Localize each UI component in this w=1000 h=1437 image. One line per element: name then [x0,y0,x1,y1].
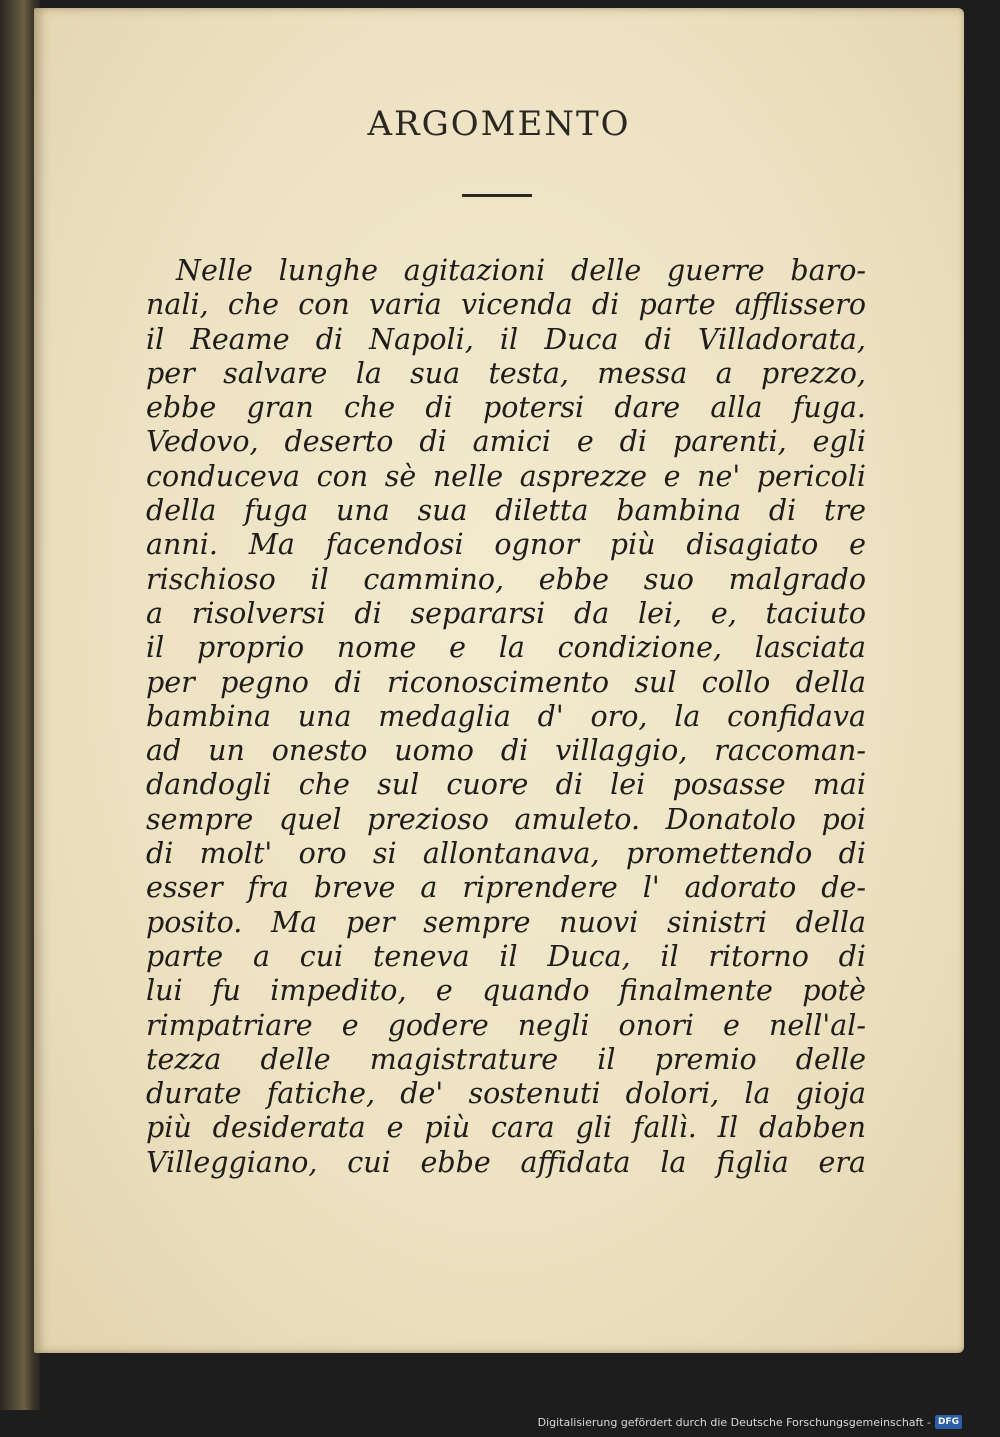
text-line: conduceva con sè nelle asprezze e ne' pericoli [146,459,866,493]
text-line: Vedovo, deserto di amici e di parenti, egli [146,425,866,459]
text-line: parte a cui teneva il Duca, il ritorno di [146,939,866,973]
text-line: della fuga una sua diletta bambina di tre [146,494,866,528]
text-line: rischioso il cammino, ebbe suo malgrado [146,562,866,596]
text-line: per pegno di riconoscimento sul collo della [146,665,866,699]
text-line: per salvare la sua testa, messa a prezzo, [146,356,866,390]
text-line: posito. Ma per sempre nuovi sinistri della [146,905,866,939]
body-text [146,254,866,1180]
text-line: tezza delle magistrature il premio delle [146,1042,866,1076]
text-line: Villeggiano, cui ebbe affidata la figlia era [146,1145,866,1179]
text-line: durate fatiche, de' sostenuti dolori, la gioja [146,1077,866,1111]
text-line: rimpatriare e godere negli onori e nell'al- [146,1008,866,1042]
text-line: di molt' oro si allontanava, promettendo di [146,837,866,871]
text-line: bambina una medaglia d' oro, la confidava [146,699,866,733]
heading-rule [462,194,532,197]
dfg-logo: DFG [935,1415,962,1429]
text-line: Nelle lunghe agitazioni delle guerre baro- [176,254,866,287]
book-page [34,8,964,1353]
text-line: sempre quel prezioso amuleto. Donatolo poi [146,802,866,836]
text-line: anni. Ma facendosi ognor più disagiato e [146,528,866,562]
credit-text: Digitalisierung gefördert durch die Deutsche Forschungsgemeinschaft - [537,1415,931,1429]
text-line: il proprio nome e la condizione, lasciata [146,631,866,665]
text-line: dandogli che sul cuore di lei posasse mai [146,768,866,802]
page-heading: ARGOMENTO [367,104,631,144]
text-line: ebbe gran che di potersi dare alla fuga. [146,391,866,425]
text-line: lui fu impedito, e quando finalmente potè [146,974,866,1008]
text-line: più desiderata e più cara gli fallì. Il dabben [146,1111,866,1145]
text-line: ad un onesto uomo di villaggio, raccoman- [146,734,866,768]
text-line: esser fra breve a riprendere l' adorato de- [146,871,866,905]
digitization-credit [538,1413,962,1431]
text-line: il Reame di Napoli, il Duca di Villadorata, [146,322,866,356]
text-line: nali, che con varia vicenda di parte afflissero [146,288,866,322]
text-line: a risolversi di separarsi da lei, e, taciuto [146,596,866,630]
